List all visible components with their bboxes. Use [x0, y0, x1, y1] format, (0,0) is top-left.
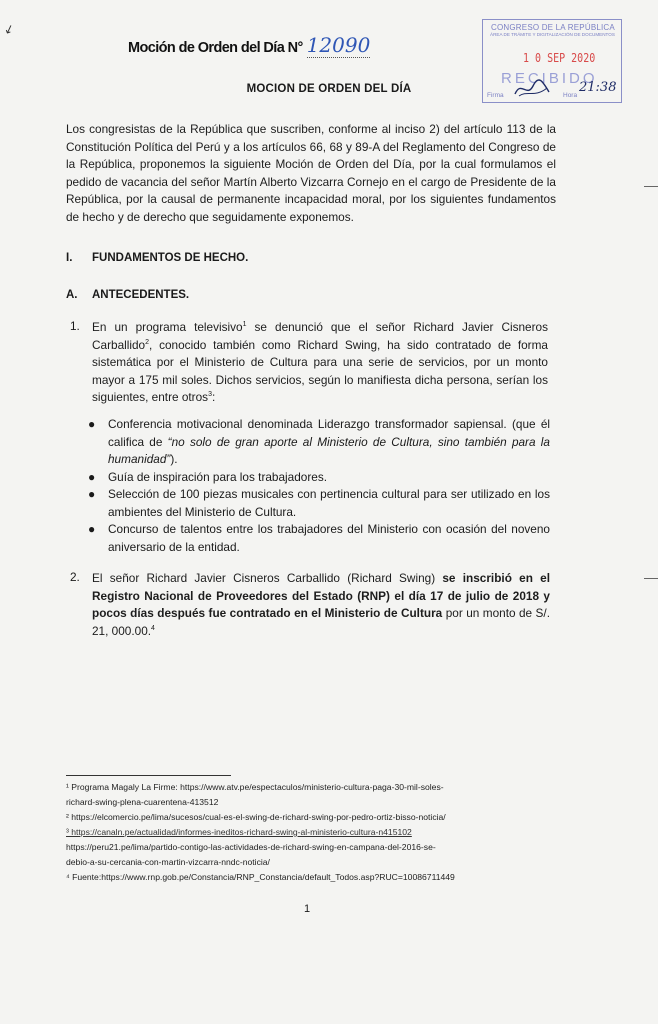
section-1-heading: FUNDAMENTOS DE HECHO.	[92, 252, 249, 264]
stamp-institution: CONGRESO DE LA REPÚBLICA	[491, 23, 615, 32]
footnote-ref-2: 2	[145, 338, 150, 346]
bullet-icon: ●	[88, 487, 96, 501]
bullet-1-end: ).	[170, 452, 178, 466]
bullet-4-text: Concurso de talentos entre los trabajadores del Ministerio con ocasión del noveno aniversario de la entidad.	[108, 522, 550, 554]
section-a-number: A.	[66, 289, 78, 301]
stamp-received: RECIBIDO	[501, 70, 598, 87]
section-1-number: I.	[66, 252, 73, 264]
bullet-1-quote: “no solo de gran aporte al Ministerio de Cultura, sino también para la humanidad”	[108, 434, 550, 466]
footnote-4[interactable]: ⁴ Fuente:https://www.rnp.gob.pe/Constancia/RNP_Constancia/default_Todos.asp?RUC=10086711449	[66, 872, 455, 882]
item-2-text-a: El señor Richard Javier Cisneros Carballido (Richard Swing)	[92, 571, 443, 585]
page-number: 1	[303, 903, 311, 915]
list-item	[88, 469, 550, 487]
item-2-text-b: por un monto de S/. 21, 000.00.	[92, 606, 550, 638]
item-1-text-b: se denunció que el señor Richard Javier Cisneros Carballido	[92, 320, 549, 352]
motion-header-label: Moción de Orden del Día N°	[128, 40, 303, 56]
bullet-icon: ●	[88, 469, 96, 484]
edge-mark	[644, 186, 658, 187]
item-1-paragraph	[92, 319, 548, 407]
stamp-hora-label: Hora	[563, 92, 578, 99]
bullet-1-text: Conferencia motivacional denominada Liderazgo transformador sapiensal. (que él califica de	[108, 417, 550, 449]
footnote-ref-3: 3	[208, 391, 212, 399]
footnote-2[interactable]: ² https://elcomercio.pe/lima/sucesos/cual-es-el-swing-de-richard-swing-por-pedro-ortiz-bisso-noticia/	[66, 812, 446, 822]
stamp-date: 1 0 SEP 2020	[523, 50, 596, 65]
item-2-number: 2.	[70, 570, 80, 584]
motion-header	[128, 33, 370, 57]
bullet-icon: ●	[88, 522, 96, 536]
stamp-hora-value: 21:38	[579, 80, 617, 95]
footnote-3c[interactable]: debio-a-su-cercania-con-martin-vizcarra-nndc-noticia/	[66, 857, 270, 867]
bullet-icon: ●	[88, 417, 96, 431]
list-item	[88, 521, 550, 556]
footnote-1b[interactable]: richard-swing-plena-cuarentena-413512	[66, 797, 219, 807]
item-2-paragraph	[92, 570, 550, 640]
stamp-firma-label: Firma	[487, 92, 504, 99]
footnote-ref-4: 4	[151, 624, 155, 632]
item-1-text-c: , conocido también como Richard Swing, ha sido contratado de forma sistemática por el Ministerio de Cultura para una serie de servicios, por un monto mayor a 175 mil soles. Dichos servicios, según lo manifiesta dicha persona, serían los siguientes, entre otros	[92, 337, 548, 404]
footnote-3b[interactable]: https://peru21.pe/lima/partido-contigo-las-actividades-de-richard-swing-en-campana-del-2016-se-	[66, 842, 436, 852]
footnote-divider	[66, 775, 231, 776]
footnote-3[interactable]: ³ https://canaln.pe/actualidad/informes-ineditos-richard-swing-al-ministerio-cultura-n415102	[66, 827, 412, 837]
intro-paragraph: Los congresistas de la República que suscriben, conforme al inciso 2) del artículo 113 de la Constitución Política del Perú y a los artículos 66, 68 y 89-A del Reglamento del Congreso de la República, proponemos la siguiente Moción de Orden del Día, por la cual formulamos el pedido de vacancia del señor Martín Alberto Vizcarra Cornejo en el cargo de Presidente de la República, por la causal de permanente incapacidad moral, por los siguientes fundamentos de hecho y de derecho que seguidamente exponemos.	[66, 122, 556, 224]
item-1-text-d: :	[211, 390, 216, 404]
footnotes	[66, 780, 566, 885]
bullet-3-text: Selección de 100 piezas musicales con pertinencia cultural para ser utilizado en los ambientes del Ministerio de Cultura.	[108, 487, 550, 519]
document-title: MOCION DE ORDEN DEL DÍA	[246, 83, 412, 95]
corner-mark: ↙	[1, 20, 17, 38]
footnote-1a[interactable]: ¹ Programa Magaly La Firme: https://www.atv.pe/espectaculos/ministerio-cultura-paga-30-mil-soles-	[66, 782, 444, 792]
list-item	[88, 486, 550, 521]
section-a-heading: ANTECEDENTES.	[92, 289, 190, 301]
bullet-2-text: Guía de inspiración para los trabajadores.	[108, 469, 328, 484]
stamp-area: ÁREA DE TRÁMITE Y DIGITALIZACIÓN DE DOCUMENTOS	[490, 32, 615, 37]
item-1-number: 1.	[70, 319, 80, 333]
item-1-text-a: En un programa televisivo	[92, 320, 243, 334]
footnote-ref-1: 1	[242, 321, 247, 329]
list-item	[88, 416, 550, 469]
services-list	[88, 416, 550, 556]
item-2-bold: se inscribió en el Registro Nacional de Proveedores del Estado (RNP) el día 17 de julio de 2018 y pocos días después fue contratado en el Ministerio de Cultura	[92, 571, 550, 620]
edge-mark	[644, 578, 658, 579]
motion-number: 12090	[306, 33, 371, 57]
